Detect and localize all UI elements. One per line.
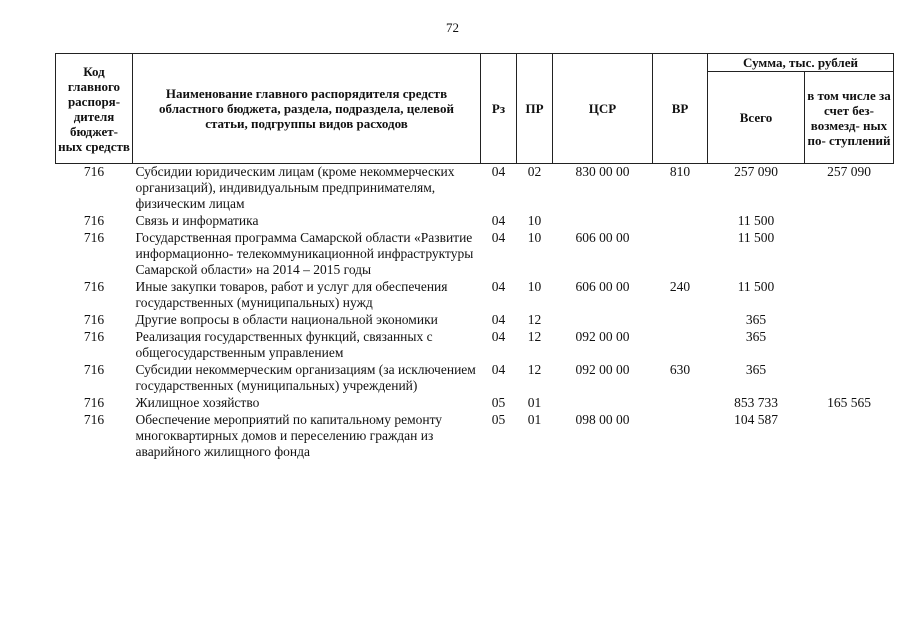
cell-pr: 12 — [527, 312, 542, 327]
cell-gratuitous — [805, 213, 894, 230]
budget-table — [55, 53, 894, 461]
cell-vr: 240 — [669, 279, 691, 294]
cell-gratuitous — [805, 312, 894, 329]
cell-rz: 04 — [491, 230, 506, 245]
cell-vr — [653, 312, 708, 329]
cell-csr — [553, 213, 653, 230]
cell-vr — [653, 412, 708, 461]
cell-csr: 606 00 00 — [575, 279, 630, 294]
header-total: Всего — [708, 72, 805, 164]
cell-code: 716 — [83, 164, 105, 179]
cell-pr: 01 — [527, 412, 542, 427]
cell-name: Субсидии некоммерческим организациям (за исключением государственных (муниципальных) учреждений) — [135, 362, 476, 393]
cell-pr: 10 — [527, 279, 542, 294]
cell-total: 257 090 — [734, 164, 778, 179]
cell-name: Реализация государственных функций, связанных с общегосударственным управлением — [135, 329, 433, 360]
cell-code: 716 — [83, 395, 105, 410]
cell-vr: 630 — [669, 362, 691, 377]
cell-gratuitous — [805, 230, 894, 279]
table-row — [56, 164, 894, 214]
cell-csr: 830 00 00 — [575, 164, 630, 179]
cell-pr: 01 — [527, 395, 542, 410]
cell-vr — [653, 329, 708, 362]
cell-total: 365 — [745, 329, 767, 344]
cell-pr: 12 — [527, 329, 542, 344]
cell-name: Иные закупки товаров, работ и услуг для обеспечения государственных (муниципальных) нужд — [135, 279, 448, 310]
cell-rz: 04 — [491, 312, 506, 327]
cell-gratuitous — [805, 412, 894, 461]
cell-total: 853 733 — [734, 395, 778, 410]
header-rz: Рз — [481, 54, 517, 164]
cell-gratuitous — [805, 362, 894, 395]
cell-total: 11 500 — [737, 279, 775, 294]
cell-rz: 04 — [491, 329, 506, 344]
cell-code: 716 — [83, 329, 105, 344]
table-row — [56, 230, 894, 279]
table-row — [56, 362, 894, 395]
cell-csr — [553, 395, 653, 412]
cell-rz: 05 — [491, 395, 506, 410]
cell-total: 365 — [745, 362, 767, 377]
table-row — [56, 329, 894, 362]
table-row — [56, 395, 894, 412]
cell-rz: 05 — [491, 412, 506, 427]
header-sum: Сумма, тыс. рублей — [708, 54, 894, 72]
cell-total: 365 — [745, 312, 767, 327]
cell-pr: 12 — [527, 362, 542, 377]
cell-name: Обеспечение мероприятий по капитальному ремонту многоквартирных домов и переселению граждан из аварийного жилищного фонда — [135, 412, 443, 459]
header-vr: ВР — [653, 54, 708, 164]
cell-gratuitous: 165 565 — [827, 395, 871, 410]
cell-gratuitous: 257 090 — [827, 164, 871, 179]
cell-total: 11 500 — [737, 213, 775, 228]
cell-pr: 02 — [527, 164, 542, 179]
header-csr: ЦСР — [553, 54, 653, 164]
cell-pr: 10 — [527, 213, 542, 228]
page-number: 72 — [446, 20, 459, 35]
cell-vr — [653, 230, 708, 279]
header-code: Код главного распоря- дителя бюджет- ных средств — [56, 54, 133, 164]
cell-code: 716 — [83, 230, 105, 245]
header-gratuitous: в том числе за счет без- возмезд- ных по- ступлений — [805, 72, 894, 164]
cell-csr: 606 00 00 — [575, 230, 630, 245]
cell-gratuitous — [805, 279, 894, 312]
header-name: Наименование главного распорядителя средств областного бюджета, раздела, подраздела, целевой статьи, подгруппы видов расходов — [133, 54, 481, 164]
cell-vr — [653, 213, 708, 230]
cell-total: 104 587 — [734, 412, 778, 427]
cell-code: 716 — [83, 412, 105, 427]
cell-name: Субсидии юридическим лицам (кроме некоммерческих организаций), индивидуальным предпринимателям, физическим лицам — [135, 164, 455, 211]
cell-rz: 04 — [491, 279, 506, 294]
cell-pr: 10 — [527, 230, 542, 245]
cell-csr — [553, 312, 653, 329]
cell-rz: 04 — [491, 213, 506, 228]
cell-vr: 810 — [669, 164, 691, 179]
table-row — [56, 213, 894, 230]
cell-code: 716 — [83, 312, 105, 327]
cell-gratuitous — [805, 329, 894, 362]
cell-code: 716 — [83, 279, 105, 294]
cell-vr — [653, 395, 708, 412]
cell-name: Другие вопросы в области национальной экономики — [135, 312, 438, 327]
cell-name: Связь и информатика — [135, 213, 259, 228]
cell-csr: 092 00 00 — [575, 362, 630, 377]
cell-code: 716 — [83, 213, 105, 228]
cell-rz: 04 — [491, 164, 506, 179]
cell-code: 716 — [83, 362, 105, 377]
cell-name: Жилищное хозяйство — [135, 395, 260, 410]
cell-name: Государственная программа Самарской области «Развитие информационно- телекоммуникационной инфраструктуры Самарской области» на 2014 – 2015 годы — [135, 230, 474, 277]
table-row — [56, 412, 894, 461]
table-row — [56, 312, 894, 329]
table-row — [56, 279, 894, 312]
cell-total: 11 500 — [737, 230, 775, 245]
cell-rz: 04 — [491, 362, 506, 377]
cell-csr: 092 00 00 — [575, 329, 630, 344]
cell-csr: 098 00 00 — [575, 412, 630, 427]
header-pr: ПР — [517, 54, 553, 164]
